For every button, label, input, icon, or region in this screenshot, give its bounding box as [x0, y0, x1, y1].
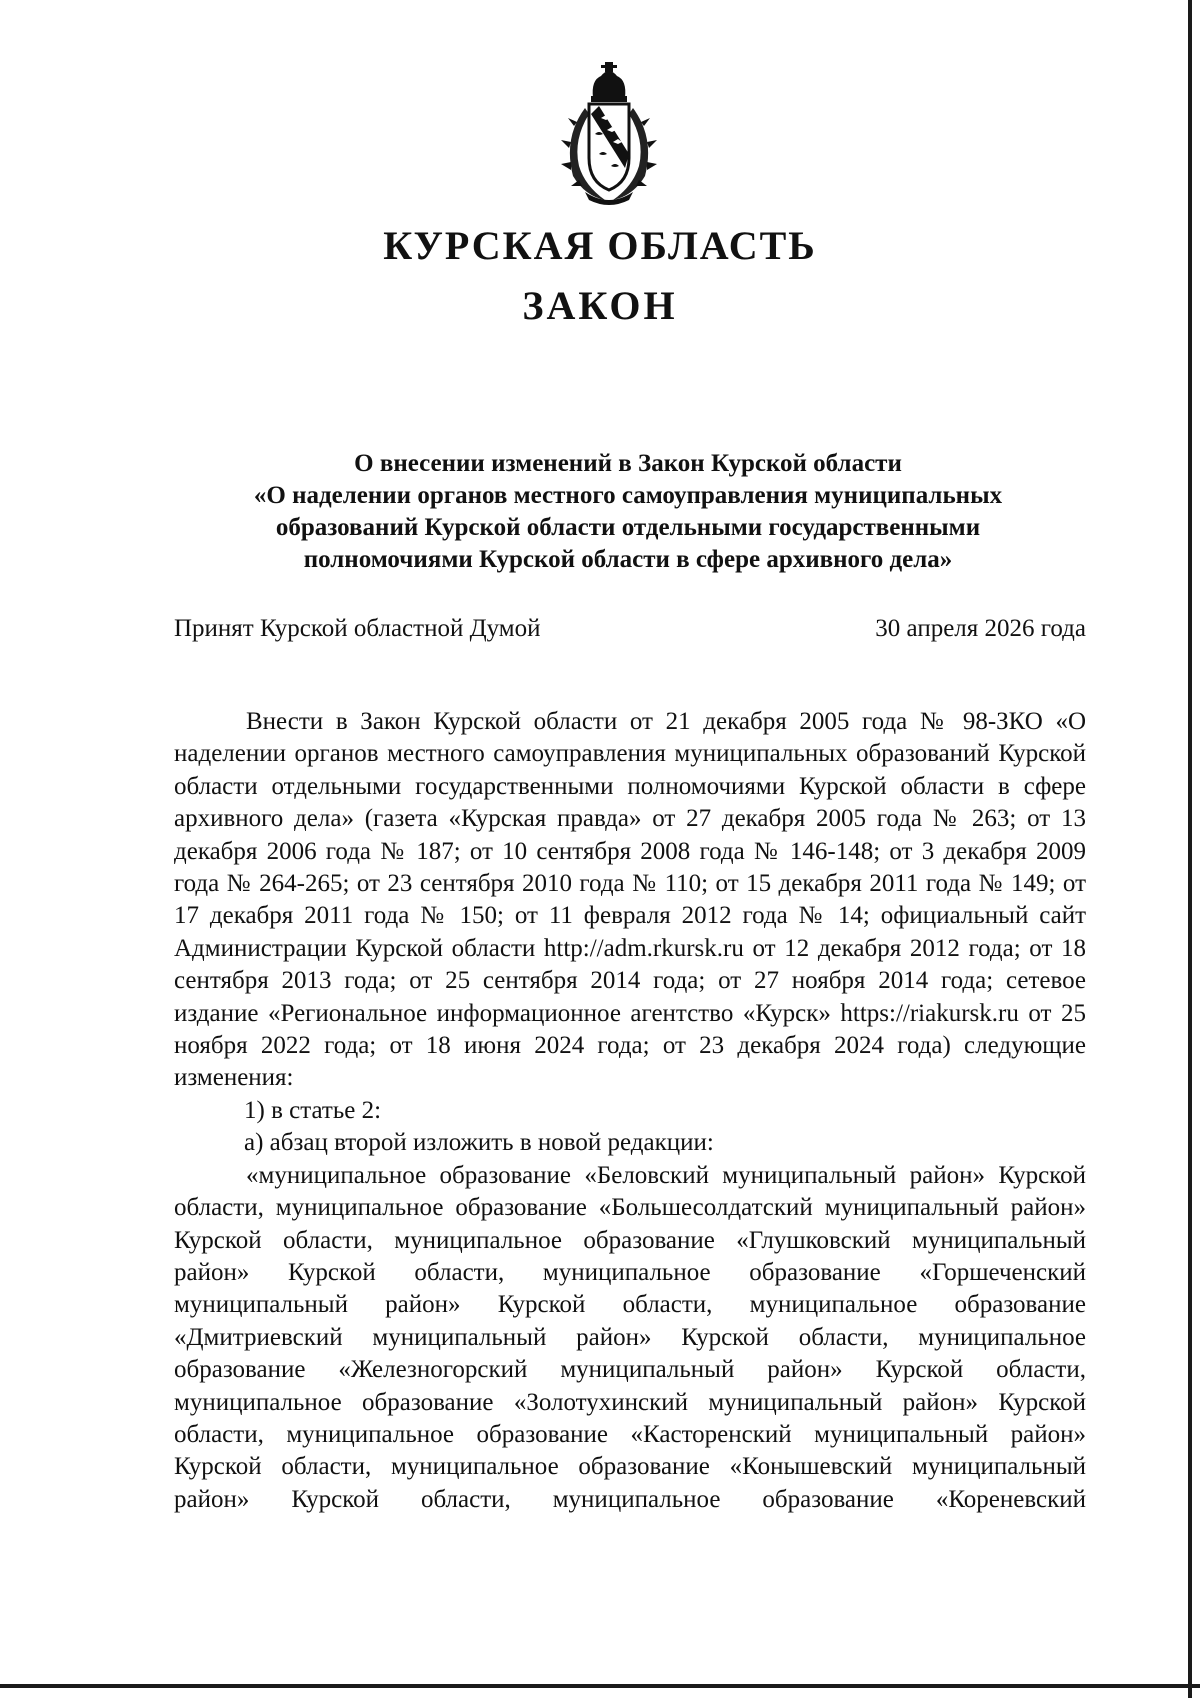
item-1: 1) в статье 2:	[244, 1096, 382, 1124]
adopted-by: Принят Курской областной Думой	[174, 615, 541, 642]
intro-paragraph: Внести в Закон Курской области от 21 декабря 2005 года № 98-ЗКО «О наделении органов местного самоуправления муниципальных образований Курской области отдельными государственными полномочиями Курской области в сфере архивного дела» (газета «Курская правда» от 27 декабря 2005 года № 263; от 13 декабря 2006 года № 187; от 10 сентября 2008 года № 146-148; от 3 декабря 2009 года № 264-265; от 23 сентября 2010 года № 110; от 15 декабря 2011 года № 149; от 17 декабря 2011 года № 150; от 11 февраля 2012 года № 14; официальный сайт Администрации Курской области http://adm.rkursk.ru от 12 декабря 2012 года; от 18 сентября 2013 года; от 25 сентября 2014 года; от 27 ноября 2014 года; сетевое издание «Региональное информационное агентство «Курск» https://riakursk.ru от 25 ноября 2022 года; от 18 июня 2024 года; от 23 декабря 2024 года) следующие изменения:	[174, 708, 1086, 1092]
scan-edge-bottom	[0, 1684, 1200, 1688]
region-title: КУРСКАЯ ОБЛАСТЬ	[383, 223, 817, 268]
law-title-line: образований Курской области отдельными государственными	[275, 514, 981, 541]
law-body	[174, 706, 1086, 1516]
coat-of-arms-icon	[555, 58, 663, 208]
law-title	[172, 448, 1084, 576]
document-type: ЗАКОН	[522, 283, 678, 328]
law-title-line: полномочиями Курской области в сфере архивного дела»	[303, 546, 953, 573]
adoption-date: 30 апреля 2026 года	[875, 615, 1086, 642]
law-title-line: О внесении изменений в Закон Курской области	[354, 450, 902, 477]
adoption-info	[174, 612, 1086, 646]
quoted-paragraph: «муниципальное образование «Беловский муниципальный район» Курской области, муниципальное образование «Большесолдатский муниципальный район» Курской области, муниципальное образование «Глушковский муниципальный район» Курской области, муниципальное образование «Горшеченский муниципальный район» Курской области, муниципальное образование «Дмитриевский муниципальный район» Курской области, муниципальное образование «Железногорский муниципальный район» Курской области, муниципальное образование «Золотухинский муниципальный район» Курской области, муниципальное образование «Касторенский муниципальный район» Курской области, муниципальное образование «Конышевский муниципальный район» Курской области, муниципальное образование «Кореневский	[174, 1161, 1086, 1513]
item-a: а) абзац второй изложить в новой редакции:	[244, 1129, 714, 1157]
law-title-line: «О наделении органов местного самоуправления муниципальных	[253, 482, 1003, 509]
